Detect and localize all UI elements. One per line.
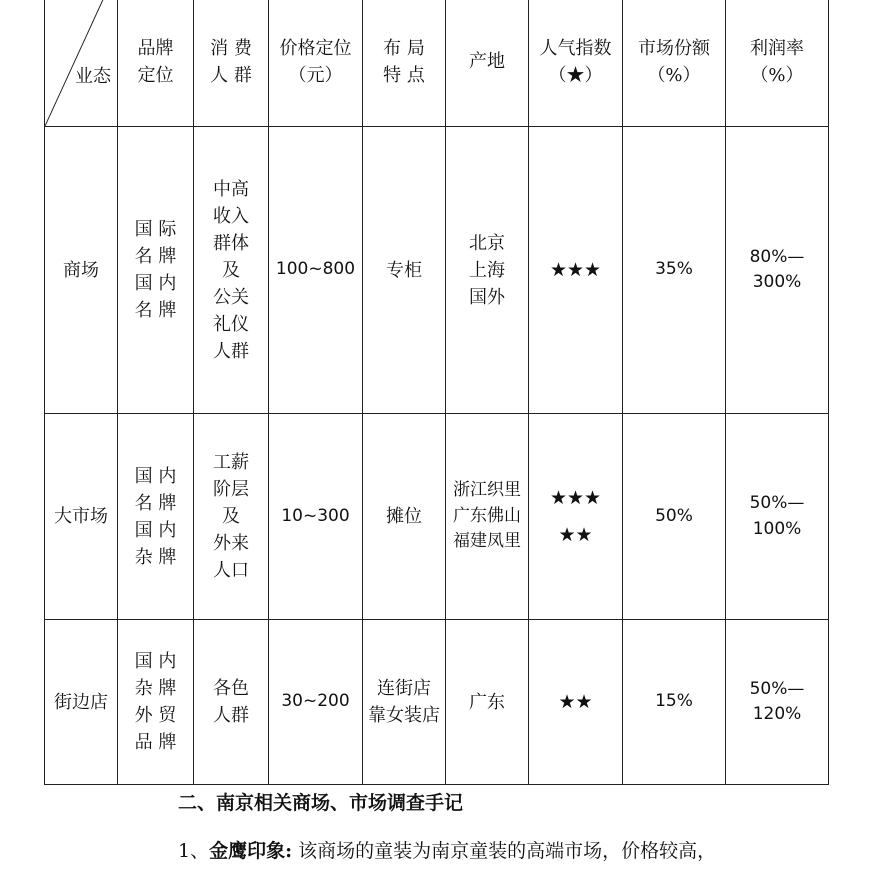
row-type: 商场 — [45, 127, 118, 414]
body-paragraph: 1、金鹰印象: 该商场的童装为南京童装的高端市场，价格较高， — [178, 840, 717, 862]
row-type: 街边店 — [45, 620, 118, 785]
header-share: 市场份额 （%） — [623, 0, 726, 127]
row-price: 10~300 — [269, 414, 363, 620]
row-share: 15% — [623, 620, 726, 785]
header-brand: 品牌 定位 — [118, 0, 194, 127]
section-heading: 二、南京相关商场、市场调查手记 — [178, 792, 464, 814]
row-brand: 国 内 杂 牌 外 贸 品 牌 — [118, 620, 194, 785]
paragraph-number: 1、 — [178, 840, 210, 862]
header-consumer: 消 费 人 群 — [194, 0, 269, 127]
row-type: 大市场 — [45, 414, 118, 620]
header-price: 价格定位 （元） — [269, 0, 363, 127]
corner-header-cell — [45, 0, 118, 127]
row-origin: 北京 上海 国外 — [446, 127, 529, 414]
row-price: 100~800 — [269, 127, 363, 414]
paragraph-title: 金鹰印象 — [209, 840, 286, 862]
row-consumer: 各色 人群 — [194, 620, 269, 785]
table-row — [45, 414, 829, 620]
header-profit: 利润率 （%） — [726, 0, 829, 127]
row-origin: 浙江织里 广东佛山 福建凤里 — [446, 414, 529, 620]
table-row — [45, 127, 829, 414]
header-layout: 布 局 特 点 — [363, 0, 446, 127]
header-popularity: 人气指数 （★） — [529, 0, 623, 127]
row-price: 30~200 — [269, 620, 363, 785]
corner-label: 业态 — [75, 66, 111, 87]
row-origin: 广东 — [446, 620, 529, 785]
row-popularity-stars: ★★★ — [529, 127, 623, 414]
row-popularity-stars: ★★ — [529, 620, 623, 785]
header-origin: 产地 — [446, 0, 529, 127]
row-brand: 国 际 名 牌 国 内 名 牌 — [118, 127, 194, 414]
row-layout: 专柜 — [363, 127, 446, 414]
row-share: 50% — [623, 414, 726, 620]
row-profit: 80%—300% — [726, 127, 829, 414]
row-layout: 连街店 靠女装店 — [363, 620, 446, 785]
row-popularity-stars: ★★★ ★★ — [529, 414, 623, 620]
row-share: 35% — [623, 127, 726, 414]
row-consumer: 工薪 阶层 及 外来 人口 — [194, 414, 269, 620]
row-profit: 50%—120% — [726, 620, 829, 785]
paragraph-text: 该商场的童装为南京童装的高端市场，价格较高， — [298, 840, 717, 862]
row-brand: 国 内 名 牌 国 内 杂 牌 — [118, 414, 194, 620]
row-layout: 摊位 — [363, 414, 446, 620]
market-survey-table — [44, 0, 829, 785]
header-row — [45, 0, 829, 127]
table-row — [45, 620, 829, 785]
row-consumer: 中高 收入 群体 及 公关 礼仪 人群 — [194, 127, 269, 414]
row-profit: 50%—100% — [726, 414, 829, 620]
